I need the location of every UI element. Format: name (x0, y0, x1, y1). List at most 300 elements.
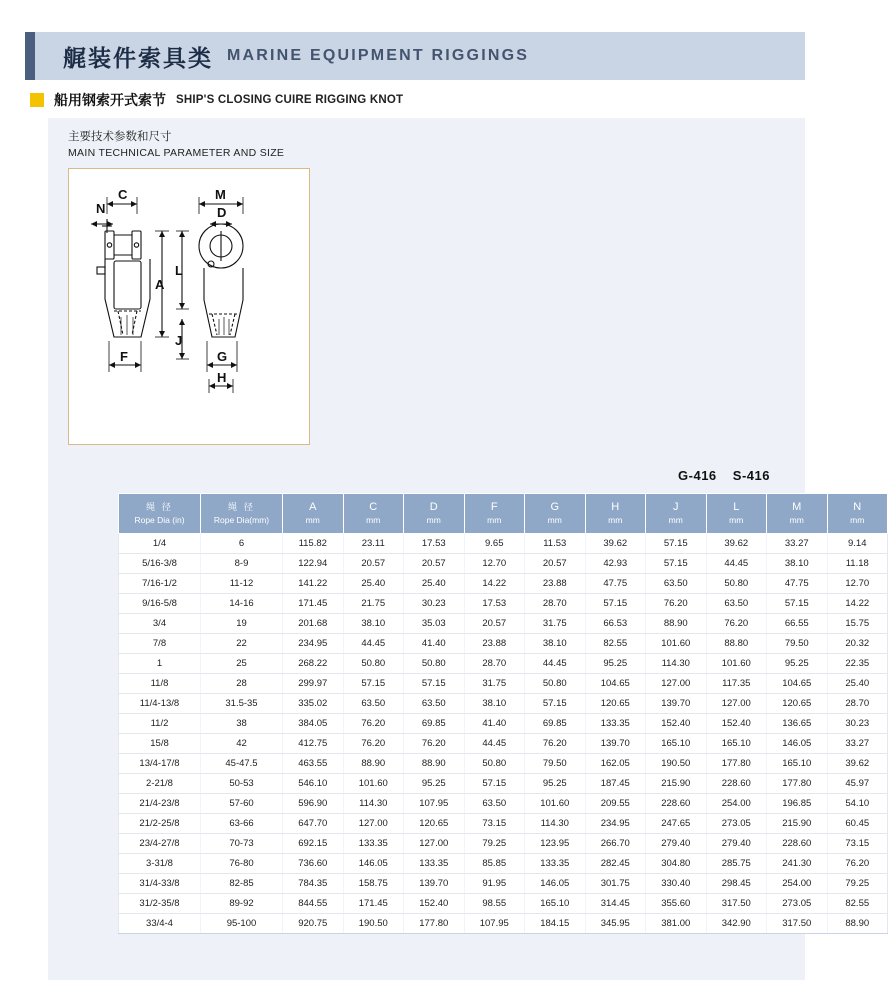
table-cell: 21/2-25/8 (119, 814, 201, 834)
table-cell: 28.70 (827, 694, 888, 714)
table-cell: 101.60 (525, 794, 586, 814)
table-cell: 63.50 (464, 794, 525, 814)
header-title-cn: 艉装件索具类 (63, 45, 213, 72)
table-cell: 165.10 (646, 734, 707, 754)
table-cell: 39.62 (585, 534, 646, 554)
table-cell: 12.70 (827, 574, 888, 594)
table-cell: 190.50 (646, 754, 707, 774)
table-cell: 187.45 (585, 774, 646, 794)
table-cell: 79.50 (525, 754, 586, 774)
col-header-j: J mm (646, 494, 707, 534)
table-cell: 146.05 (525, 874, 586, 894)
table-cell: 330.40 (646, 874, 707, 894)
table-cell: 254.00 (706, 794, 767, 814)
table-cell: 76.20 (827, 854, 888, 874)
table-cell: 76.20 (343, 714, 404, 734)
table-cell: 39.62 (827, 754, 888, 774)
drawing-label-f: F (120, 349, 128, 364)
col-header-rope-dia-mm (201, 494, 283, 534)
table-row (119, 714, 888, 734)
table-cell: 228.60 (646, 794, 707, 814)
table-cell: 1 (119, 654, 201, 674)
table-cell: 41.40 (404, 634, 465, 654)
table-cell: 736.60 (283, 854, 344, 874)
table-cell: 692.15 (283, 834, 344, 854)
table-cell: 42 (201, 734, 283, 754)
table-cell: 6 (201, 534, 283, 554)
table-cell: 190.50 (343, 914, 404, 934)
table-cell: 82-85 (201, 874, 283, 894)
table-cell: 171.45 (283, 594, 344, 614)
table-cell: 60.45 (827, 814, 888, 834)
table-cell: 133.35 (343, 834, 404, 854)
table-cell: 19 (201, 614, 283, 634)
table-cell: 234.95 (283, 634, 344, 654)
table-cell: 11/4-13/8 (119, 694, 201, 714)
table-cell: 79.25 (827, 874, 888, 894)
table-cell: 158.75 (343, 874, 404, 894)
table-cell: 234.95 (585, 814, 646, 834)
table-cell: 57.15 (464, 774, 525, 794)
table-row (119, 774, 888, 794)
table-cell: 88.90 (404, 754, 465, 774)
table-cell: 15.75 (827, 614, 888, 634)
table-row (119, 694, 888, 714)
table-cell: 30.23 (827, 714, 888, 734)
table-cell: 184.15 (525, 914, 586, 934)
table-cell: 228.60 (767, 834, 828, 854)
table-cell: 133.35 (525, 854, 586, 874)
section-title-en: SHIP'S CLOSING CUIRE RIGGING KNOT (176, 94, 404, 106)
table-cell: 28 (201, 674, 283, 694)
table-cell: 20.57 (404, 554, 465, 574)
table-cell: 209.55 (585, 794, 646, 814)
table-cell: 63-66 (201, 814, 283, 834)
col-header-en: Rope Dia (in) (134, 514, 185, 525)
table-cell: 241.30 (767, 854, 828, 874)
table-cell: 14-16 (201, 594, 283, 614)
table-cell: 9/16-5/8 (119, 594, 201, 614)
table-row (119, 594, 888, 614)
table-row (119, 634, 888, 654)
table-cell: 7/16-1/2 (119, 574, 201, 594)
table-cell: 228.60 (706, 774, 767, 794)
table-cell: 17.53 (464, 594, 525, 614)
table-cell: 95.25 (767, 654, 828, 674)
table-cell: 57.15 (404, 674, 465, 694)
col-header-en: Rope Dia(mm) (213, 514, 270, 525)
table-cell: 11-12 (201, 574, 283, 594)
header-title-en: MARINE EQUIPMENT RIGGINGS (227, 47, 530, 64)
table-cell: 57.15 (585, 594, 646, 614)
table-cell: 1/4 (119, 534, 201, 554)
table-cell: 9.14 (827, 534, 888, 554)
table-row (119, 874, 888, 894)
table-cell: 104.65 (585, 674, 646, 694)
parameters-label-cn: 主要技术参数和尺寸 (68, 129, 172, 143)
table-cell: 98.55 (464, 894, 525, 914)
col-header-cn: 绳 径 (228, 502, 255, 513)
section-title (30, 90, 403, 110)
col-header-f: F mm (464, 494, 525, 534)
table-cell: 101.60 (343, 774, 404, 794)
table-cell: 44.45 (706, 554, 767, 574)
table-cell: 317.50 (706, 894, 767, 914)
table-cell: 133.35 (404, 854, 465, 874)
table-cell: 25 (201, 654, 283, 674)
table-cell: 38 (201, 714, 283, 734)
drawing-label-a: A (155, 277, 165, 292)
table-cell: 44.45 (343, 634, 404, 654)
table-header-row (119, 494, 888, 534)
table-cell: 50.80 (706, 574, 767, 594)
table-cell: 127.00 (404, 834, 465, 854)
table-cell: 122.94 (283, 554, 344, 574)
drawing-label-d: D (217, 205, 227, 220)
table-row (119, 914, 888, 934)
table-cell: 95.25 (585, 654, 646, 674)
table-cell: 20.32 (827, 634, 888, 654)
table-cell: 115.82 (283, 534, 344, 554)
table-row (119, 534, 888, 554)
product-codes (666, 468, 770, 483)
table-cell: 127.00 (706, 694, 767, 714)
table-cell: 50.80 (343, 654, 404, 674)
table-cell: 165.10 (767, 754, 828, 774)
table-cell: 146.05 (767, 734, 828, 754)
table-cell: 88.90 (827, 914, 888, 934)
table-cell: 11/8 (119, 674, 201, 694)
table-cell: 12.70 (464, 554, 525, 574)
table-cell: 76.20 (706, 614, 767, 634)
table-cell: 117.35 (706, 674, 767, 694)
table-cell: 28.70 (525, 594, 586, 614)
table-cell: 45-47.5 (201, 754, 283, 774)
table-cell: 82.55 (827, 894, 888, 914)
col-header-a: A mm (283, 494, 344, 534)
table-cell: 268.22 (283, 654, 344, 674)
table-cell: 14.22 (827, 594, 888, 614)
table-cell: 44.45 (464, 734, 525, 754)
table-cell: 70-73 (201, 834, 283, 854)
table-cell: 25.40 (343, 574, 404, 594)
table-cell: 63.50 (646, 574, 707, 594)
table-cell: 76-80 (201, 854, 283, 874)
table-cell: 57.15 (343, 674, 404, 694)
table-cell: 9.65 (464, 534, 525, 554)
table-cell: 285.75 (706, 854, 767, 874)
table-cell: 139.70 (404, 874, 465, 894)
table-cell: 282.45 (585, 854, 646, 874)
table-cell: 57.15 (525, 694, 586, 714)
table-row (119, 554, 888, 574)
table-cell: 266.70 (585, 834, 646, 854)
table-cell: 63.50 (343, 694, 404, 714)
table-cell: 215.90 (767, 814, 828, 834)
table-cell: 57.15 (646, 534, 707, 554)
table-cell: 88.90 (646, 614, 707, 634)
table-cell: 76.20 (404, 734, 465, 754)
col-header-h: H mm (585, 494, 646, 534)
table-cell: 314.45 (585, 894, 646, 914)
table-cell: 171.45 (343, 894, 404, 914)
table-row (119, 614, 888, 634)
table-cell: 11.18 (827, 554, 888, 574)
table-cell: 76.20 (525, 734, 586, 754)
drawing-label-c: C (118, 187, 128, 202)
table-cell: 21/4-23/8 (119, 794, 201, 814)
table-cell: 22.35 (827, 654, 888, 674)
table-cell: 69.85 (404, 714, 465, 734)
table-cell: 279.40 (646, 834, 707, 854)
table-cell: 381.00 (646, 914, 707, 934)
table-cell: 104.65 (767, 674, 828, 694)
table-cell: 5/16-3/8 (119, 554, 201, 574)
table-row (119, 794, 888, 814)
table-cell: 33.27 (827, 734, 888, 754)
table-cell: 22 (201, 634, 283, 654)
table-cell: 31/2-35/8 (119, 894, 201, 914)
table-cell: 50-53 (201, 774, 283, 794)
bullet-square-icon (30, 93, 44, 107)
table-cell: 23.88 (525, 574, 586, 594)
table-cell: 317.50 (767, 914, 828, 934)
col-header-n: N mm (827, 494, 888, 534)
table-cell: 133.35 (585, 714, 646, 734)
col-header-cn: 绳 径 (146, 502, 173, 513)
table-cell: 42.93 (585, 554, 646, 574)
table-cell: 177.80 (706, 754, 767, 774)
table-cell: 165.10 (525, 894, 586, 914)
table-cell: 95.25 (525, 774, 586, 794)
table-cell: 76.20 (343, 734, 404, 754)
table-cell: 596.90 (283, 794, 344, 814)
table-cell: 299.97 (283, 674, 344, 694)
table-row (119, 654, 888, 674)
table-row (119, 854, 888, 874)
table-cell: 273.05 (706, 814, 767, 834)
table-cell: 8-9 (201, 554, 283, 574)
table-cell: 304.80 (646, 854, 707, 874)
parameters-label (68, 128, 284, 162)
table-cell: 342.90 (706, 914, 767, 934)
table-cell: 21.75 (343, 594, 404, 614)
table-cell: 35.03 (404, 614, 465, 634)
table-cell: 152.40 (404, 894, 465, 914)
table-cell: 82.55 (585, 634, 646, 654)
col-header-d: D mm (404, 494, 465, 534)
table-cell: 165.10 (706, 734, 767, 754)
table-cell: 33.27 (767, 534, 828, 554)
table-cell: 2-21/8 (119, 774, 201, 794)
technical-drawing (68, 168, 310, 445)
table-cell: 141.22 (283, 574, 344, 594)
table-cell: 136.65 (767, 714, 828, 734)
table-cell: 63.50 (404, 694, 465, 714)
table-cell: 23.88 (464, 634, 525, 654)
table-cell: 273.05 (767, 894, 828, 914)
drawing-svg (69, 169, 309, 444)
table-cell: 47.75 (585, 574, 646, 594)
table-cell: 57.15 (767, 594, 828, 614)
table-cell: 355.60 (646, 894, 707, 914)
table-cell: 95.25 (404, 774, 465, 794)
table-cell: 91.95 (464, 874, 525, 894)
table-cell: 44.45 (525, 654, 586, 674)
table-cell: 101.60 (706, 654, 767, 674)
table-cell: 114.30 (525, 814, 586, 834)
drawing-label-n: N (96, 201, 106, 216)
table-cell: 3-31/8 (119, 854, 201, 874)
table-cell: 152.40 (646, 714, 707, 734)
table-cell: 7/8 (119, 634, 201, 654)
table-cell: 57-60 (201, 794, 283, 814)
table-row (119, 834, 888, 854)
col-header-rope-dia-in (119, 494, 201, 534)
table-cell: 38.10 (343, 614, 404, 634)
table-cell: 45.97 (827, 774, 888, 794)
table-cell: 177.80 (767, 774, 828, 794)
table-cell: 33/4-4 (119, 914, 201, 934)
table-cell: 66.55 (767, 614, 828, 634)
table-cell: 123.95 (525, 834, 586, 854)
table-cell: 215.90 (646, 774, 707, 794)
table-cell: 31.5-35 (201, 694, 283, 714)
table-cell: 152.40 (706, 714, 767, 734)
table-cell: 120.65 (585, 694, 646, 714)
table-row (119, 674, 888, 694)
table-cell: 647.70 (283, 814, 344, 834)
table-cell: 88.80 (706, 634, 767, 654)
drawing-label-g: G (217, 349, 228, 364)
table-row (119, 894, 888, 914)
spec-table-body (119, 534, 888, 934)
table-cell: 463.55 (283, 754, 344, 774)
table-cell: 177.80 (404, 914, 465, 934)
table-cell: 38.10 (525, 634, 586, 654)
drawing-label-l: L (175, 263, 183, 278)
col-header-l: L mm (706, 494, 767, 534)
table-cell: 23.11 (343, 534, 404, 554)
table-cell: 30.23 (404, 594, 465, 614)
table-cell: 345.95 (585, 914, 646, 934)
drawing-label-m: M (215, 187, 226, 202)
table-cell: 20.57 (464, 614, 525, 634)
spec-table-container (118, 493, 870, 934)
table-cell: 54.10 (827, 794, 888, 814)
parameters-label-en: MAIN TECHNICAL PARAMETER AND SIZE (68, 147, 285, 159)
table-cell: 38.10 (767, 554, 828, 574)
col-header-c: C mm (343, 494, 404, 534)
table-cell: 247.65 (646, 814, 707, 834)
table-cell: 25.40 (827, 674, 888, 694)
table-cell: 120.65 (404, 814, 465, 834)
header-accent-bar (25, 32, 35, 80)
table-cell: 201.68 (283, 614, 344, 634)
drawing-label-j: J (175, 333, 183, 348)
table-cell: 279.40 (706, 834, 767, 854)
table-cell: 139.70 (585, 734, 646, 754)
product-code-g416: G-416 (678, 468, 717, 483)
table-cell: 17.53 (404, 534, 465, 554)
table-cell: 335.02 (283, 694, 344, 714)
col-header-m: M mm (767, 494, 828, 534)
table-cell: 3/4 (119, 614, 201, 634)
table-cell: 50.80 (525, 674, 586, 694)
table-cell: 66.53 (585, 614, 646, 634)
table-cell: 301.75 (585, 874, 646, 894)
section-title-cn: 船用钢索开式索节 (54, 93, 166, 109)
table-cell: 384.05 (283, 714, 344, 734)
table-cell: 14.22 (464, 574, 525, 594)
col-header-g: G mm (525, 494, 586, 534)
table-cell: 196.85 (767, 794, 828, 814)
table-row (119, 574, 888, 594)
table-cell: 88.90 (343, 754, 404, 774)
table-cell: 146.05 (343, 854, 404, 874)
table-cell: 120.65 (767, 694, 828, 714)
table-cell: 47.75 (767, 574, 828, 594)
table-cell: 114.30 (343, 794, 404, 814)
table-cell: 127.00 (343, 814, 404, 834)
table-cell: 25.40 (404, 574, 465, 594)
spec-table (118, 493, 888, 934)
table-row (119, 814, 888, 834)
table-cell: 920.75 (283, 914, 344, 934)
table-cell: 69.85 (525, 714, 586, 734)
table-cell: 41.40 (464, 714, 525, 734)
table-cell: 50.80 (464, 754, 525, 774)
table-cell: 85.85 (464, 854, 525, 874)
table-cell: 412.75 (283, 734, 344, 754)
table-cell: 57.15 (646, 554, 707, 574)
table-cell: 107.95 (404, 794, 465, 814)
table-cell: 11/2 (119, 714, 201, 734)
table-cell: 31/4-33/8 (119, 874, 201, 894)
table-cell: 79.50 (767, 634, 828, 654)
table-cell: 39.62 (706, 534, 767, 554)
table-cell: 76.20 (646, 594, 707, 614)
table-cell: 114.30 (646, 654, 707, 674)
table-cell: 50.80 (404, 654, 465, 674)
table-cell: 38.10 (464, 694, 525, 714)
table-cell: 28.70 (464, 654, 525, 674)
table-cell: 63.50 (706, 594, 767, 614)
table-cell: 254.00 (767, 874, 828, 894)
table-cell: 101.60 (646, 634, 707, 654)
table-cell: 79.25 (464, 834, 525, 854)
table-row (119, 754, 888, 774)
drawing-label-h: H (217, 370, 227, 385)
table-cell: 127.00 (646, 674, 707, 694)
table-cell: 139.70 (646, 694, 707, 714)
table-cell: 31.75 (525, 614, 586, 634)
product-code-s416: S-416 (732, 468, 770, 483)
table-cell: 95-100 (201, 914, 283, 934)
table-cell: 844.55 (283, 894, 344, 914)
table-cell: 546.10 (283, 774, 344, 794)
table-cell: 23/4-27/8 (119, 834, 201, 854)
table-cell: 89-92 (201, 894, 283, 914)
table-cell: 20.57 (343, 554, 404, 574)
table-cell: 31.75 (464, 674, 525, 694)
table-cell: 784.35 (283, 874, 344, 894)
table-cell: 107.95 (464, 914, 525, 934)
table-cell: 15/8 (119, 734, 201, 754)
table-row (119, 734, 888, 754)
table-cell: 73.15 (827, 834, 888, 854)
table-cell: 11.53 (525, 534, 586, 554)
